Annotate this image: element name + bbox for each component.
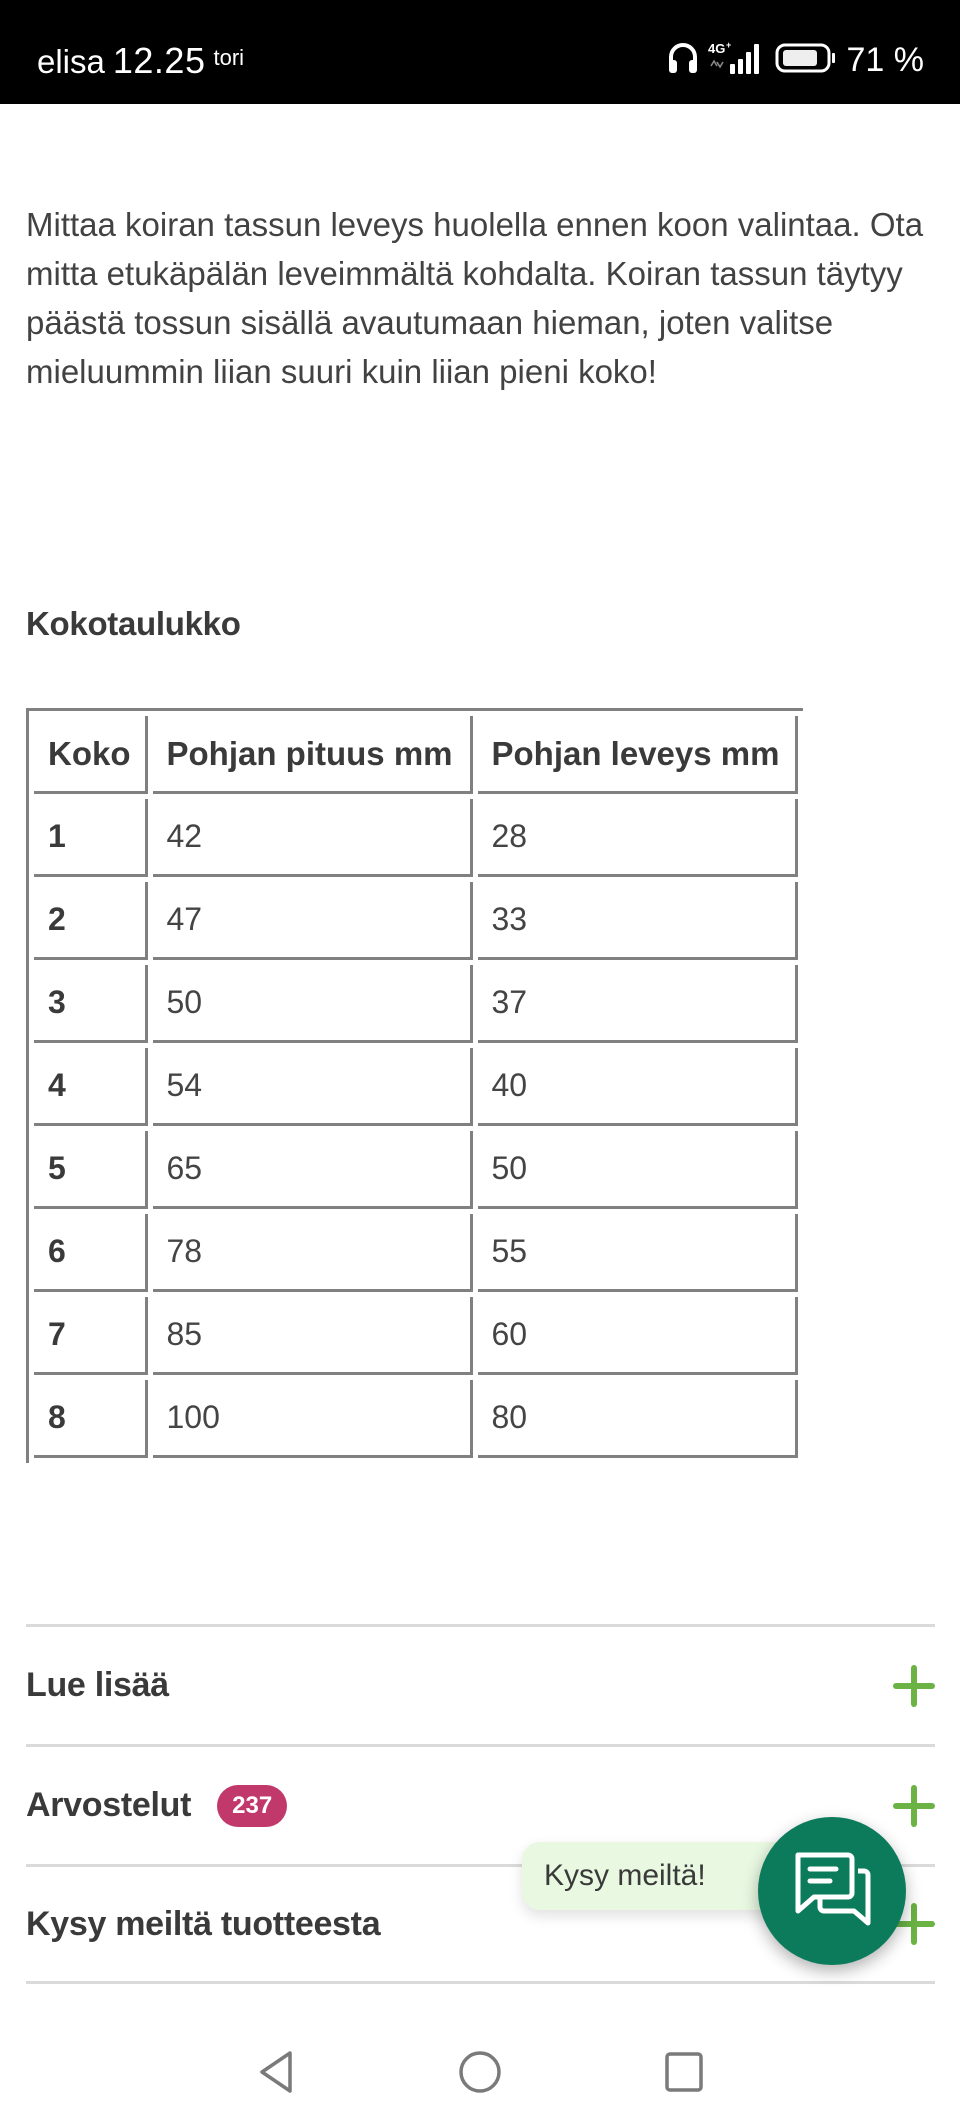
table-row [34,1297,798,1375]
accordion-label: Kysy meiltä tuotteesta [26,1904,381,1943]
home-button[interactable] [450,2044,510,2104]
accordion-read-more[interactable] [26,1624,935,1744]
header-size: Koko [34,716,148,794]
cell-sole-length: 54 [153,1048,473,1126]
accordion-label: Lue lisää [26,1666,169,1704]
cell-sole-length: 85 [153,1297,473,1375]
size-chart-table [26,708,803,1463]
status-left [37,40,244,82]
cell-sole-width: 60 [478,1297,798,1375]
cell-sole-length: 42 [153,799,473,877]
review-count-badge: 237 [217,1785,287,1827]
weekday: tori [213,45,245,70]
cell-sole-length: 78 [153,1214,473,1292]
system-navigation-bar [0,2032,960,2122]
cell-size: 8 [34,1380,148,1458]
cell-sole-length: 47 [153,882,473,960]
chat-prompt-text: Kysy meiltä! [544,1859,706,1892]
svg-text:4G: 4G [707,41,725,56]
cell-size: 5 [34,1131,148,1209]
size-chart-title: Kokotaulukko [26,605,241,642]
cell-sole-width: 28 [478,799,798,877]
header-sole-length: Pohjan pituus mm [153,716,473,794]
recents-icon [664,2050,704,2099]
accordion-label: Arvostelut [26,1786,192,1824]
cell-size: 2 [34,882,148,960]
table-row [34,1131,798,1209]
cell-size: 4 [34,1048,148,1126]
status-bar [0,0,960,104]
cell-sole-length: 65 [153,1131,473,1209]
recents-button[interactable] [654,2044,714,2104]
back-button[interactable] [246,2044,306,2104]
headphones-icon [667,41,699,80]
status-right [667,40,925,81]
chat-icon [784,1841,880,1942]
header-sole-width: Pohjan leveys mm [478,716,798,794]
carrier-name: elisa [37,43,105,80]
cell-sole-width: 37 [478,965,798,1043]
table-header-row [34,716,798,794]
cell-sole-width: 50 [478,1131,798,1209]
sizing-instructions: Mittaa koiran tassun leveys huolella ennen koon valintaa. Ota mitta etukäpälän leveimmältä kohdalta. Koiran tassun täytyy päästä tossun sisällä avautumaan hieman, joten valitse mieluummin liian suuri kuin liian pieni koko! [26,206,924,390]
cell-sole-width: 40 [478,1048,798,1126]
cell-size: 6 [34,1214,148,1292]
battery-percent: 71 % [846,41,924,79]
cell-sole-width: 55 [478,1214,798,1292]
table-row [34,799,798,877]
home-icon [458,2050,502,2099]
cell-size: 1 [34,799,148,877]
svg-text:+: + [725,40,731,50]
clock: 12.25 [112,40,206,81]
plus-icon[interactable] [893,1785,935,1827]
battery-icon [775,43,837,78]
signal-4g-icon [707,40,767,81]
table-row [34,1380,798,1458]
table-row [34,882,798,960]
back-icon [256,2050,296,2099]
table-row [34,1214,798,1292]
cell-sole-width: 33 [478,882,798,960]
chat-launcher-button[interactable] [758,1817,906,1965]
cell-sole-length: 100 [153,1380,473,1458]
cell-sole-length: 50 [153,965,473,1043]
plus-icon[interactable] [893,1665,935,1707]
cell-sole-width: 80 [478,1380,798,1458]
table-row [34,1048,798,1126]
cell-size: 3 [34,965,148,1043]
cell-size: 7 [34,1297,148,1375]
table-row [34,965,798,1043]
